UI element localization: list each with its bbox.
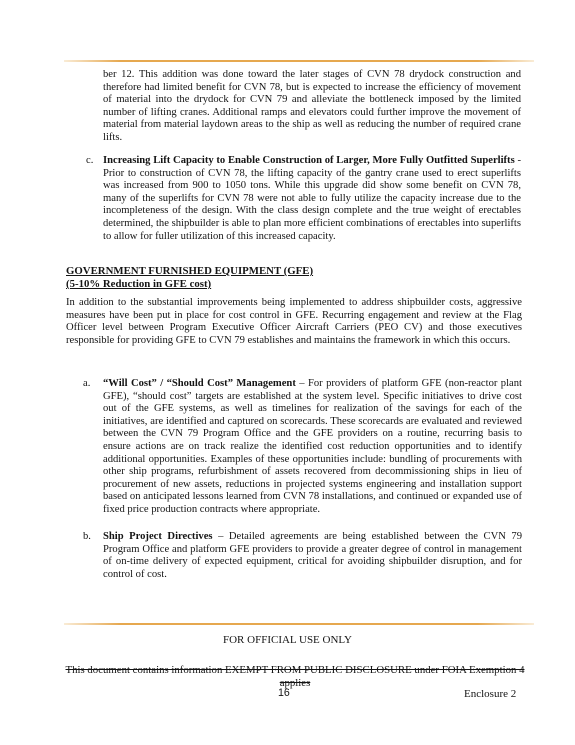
struck-exemption-notice: This document contains information EXEMPT FROM PUBLIC DISCLOSURE under FOIA Exemption 4 applies <box>65 664 525 689</box>
section-heading-subtitle: (5-10% Reduction in GFE cost) <box>66 278 212 290</box>
item-body: – Detailed agreements are being established between the CVN 79 Program Office and platform GFE providers to provide a greater degree of control in management of on-time delivery of expected equipment, critical for avoiding shipbuilder disruption, and for control of cost. <box>103 531 522 580</box>
item-label: a. <box>83 378 91 389</box>
section-heading <box>66 265 313 291</box>
item-body: - Prior to construction of CVN 78, the lifting capacity of the gantry crane used to erect superlifts was increased from 900 to 1050 tons. While this upgrade did show some benefit on CVN 78, many of the superlifts for CVN 78 were not able to fully utilize the capacity increase due to the incompleteness of the design. With the class design complete and the true weight of erectables determined, the shipbuilder is able to plan more efficient combinations of erectables into superlifts to allow for fuller utilization of this increased capacity. <box>103 155 521 242</box>
bottom-divider <box>64 623 534 625</box>
item-title: Ship Project Directives <box>103 531 213 542</box>
fouo-marking: FOR OFFICIAL USE ONLY <box>223 634 352 646</box>
top-divider <box>64 60 534 62</box>
item-text <box>103 155 521 243</box>
item-title: “Will Cost” / “Should Cost” Management <box>103 378 296 389</box>
item-label: c. <box>86 155 94 166</box>
section-heading-title: GOVERNMENT FURNISHED EQUIPMENT (GFE) <box>66 265 314 277</box>
item-label: b. <box>83 531 91 542</box>
page-number: 16 <box>278 687 290 699</box>
section-intro: In addition to the substantial improvements being implemented to address shipbuilder costs, aggressive measures have been put in place for cost control in GFE. Recurring engagement and review at the Flag Officer level between Program Executive Officer Aircraft Carriers (PEO CV) and those executives responsible for providing GFE to CVN 79 establishes and maintains the framework in which this occurs. <box>66 297 522 346</box>
enclosure-label: Enclosure 2 <box>464 688 517 700</box>
item-text <box>103 378 522 517</box>
item-body: – For providers of platform GFE (non-reactor plant GFE), “should cost” targets are established at the system level. Specific initiatives to drive cost out of the GFE systems, as well as timelines for realization of the savings for each of the initiatives, are identified and captured on scorecards. These scorecards are evaluated and reviewed between the CVN 79 Program Office and the GFE providers on a routine, recurring basis to ensure actions are on track realize the identified cost reduction opportunities and to identify additional opportunities. Examples of these opportunities include: bundling of procurements with other ship programs, refurbishment of assets recovered from decommissioning ships in lieu of procurement of new assets, reductions in projected systems engineering and installation support based on anticipated lessons learned from CVN 78 installations, and continued or expanded use of fixed price production contracts where appropriate. <box>103 378 522 515</box>
item-text <box>103 531 522 581</box>
continuation-paragraph: ber 12. This addition was done toward the later stages of CVN 78 drydock construction and therefore had limited benefit for CVN 78, but is expected to increase the efficiency of movement of material into the drydock for CVN 79 and alleviate the bottleneck imposed by the limited number of lifting cranes. Additional ramps and elevators could further improve the movement of material from material laydown areas to the ship as well as reducing the number of required crane lifts. <box>103 69 521 143</box>
item-title: Increasing Lift Capacity to Enable Construction of Larger, More Fully Outfitted Superlifts <box>103 155 515 166</box>
